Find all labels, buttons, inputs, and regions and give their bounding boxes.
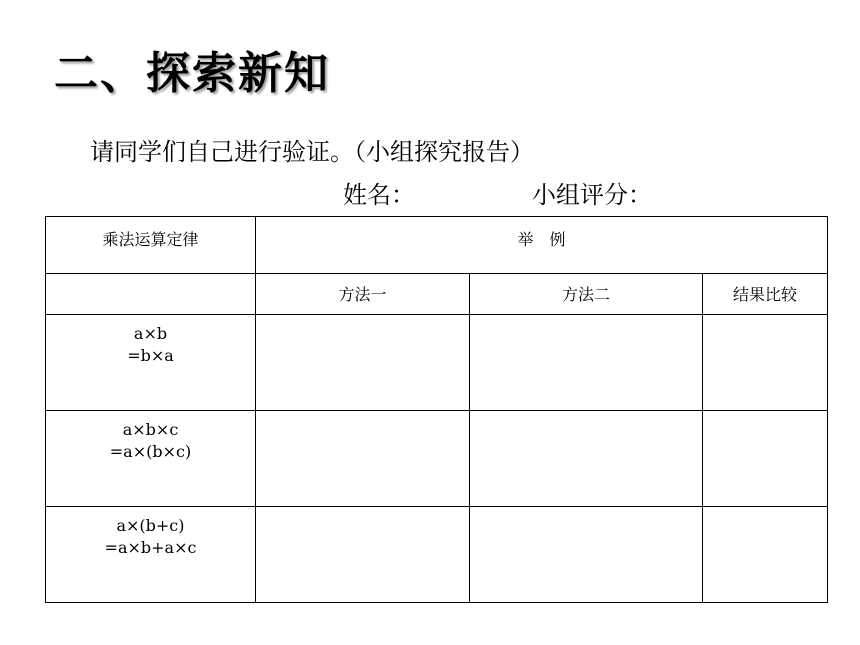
law-formula-line2: =b×a	[127, 346, 174, 365]
law-cell	[46, 315, 256, 411]
method-one-label: 方法一	[338, 285, 387, 304]
group-score-label: 小组评分：	[532, 181, 652, 209]
page-title: 二、探索新知	[54, 48, 330, 99]
method-two-cell[interactable]	[470, 507, 703, 603]
result-compare-cell[interactable]	[703, 315, 828, 411]
intro-text: 请同学们自己进行验证。（小组探究报告）	[90, 138, 534, 166]
table-subheader-row	[46, 274, 828, 315]
method-two-header-cell	[470, 274, 703, 315]
law-formula-line1: a×(b+c)	[116, 516, 185, 535]
method-one-cell[interactable]	[256, 411, 470, 507]
subheader-empty-cell	[46, 274, 256, 315]
result-compare-cell[interactable]	[703, 507, 828, 603]
law-header-label: 乘法运算定律	[102, 230, 199, 249]
law-formula-line2: =a×b+a×c	[104, 538, 197, 557]
table-header-row	[46, 217, 828, 274]
result-compare-header-cell	[703, 274, 828, 315]
method-two-cell[interactable]	[470, 411, 703, 507]
method-one-cell[interactable]	[256, 507, 470, 603]
method-one-cell[interactable]	[256, 315, 470, 411]
law-cell	[46, 507, 256, 603]
law-cell	[46, 411, 256, 507]
law-header-cell	[46, 217, 256, 274]
table-row	[46, 315, 828, 411]
table-row	[46, 411, 828, 507]
law-formula-line1: a×b×c	[122, 420, 179, 439]
result-compare-label: 结果比较	[733, 285, 798, 304]
report-table	[45, 216, 828, 603]
method-two-label: 方法二	[561, 285, 610, 304]
example-header-cell	[256, 217, 828, 274]
example-header-label: 举 例	[517, 230, 566, 249]
method-two-cell[interactable]	[470, 315, 703, 411]
law-formula-line2: =a×(b×c)	[109, 442, 192, 461]
method-one-header-cell	[256, 274, 470, 315]
result-compare-cell[interactable]	[703, 411, 828, 507]
law-formula-line1: a×b	[133, 324, 168, 343]
name-label: 姓名：	[343, 181, 415, 209]
table-row	[46, 507, 828, 603]
